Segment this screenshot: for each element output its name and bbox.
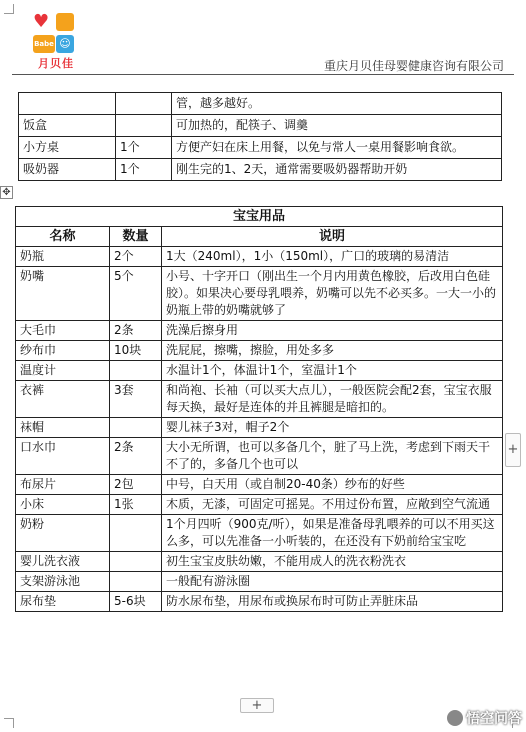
cell-name: 袜帽	[16, 418, 110, 438]
table-row	[16, 361, 503, 381]
cell-desc: 和尚袍、长袖（可以买大点儿），一般医院会配2套，宝宝衣服每天换，最好是连体的并且裤腿是暗扣的。	[162, 381, 503, 418]
cell-qty: 2包	[110, 475, 162, 495]
cell-qty: 1个	[116, 159, 172, 181]
cell-desc: 方便产妇在床上用餐，以免与常人一桌用餐影响食欲。	[172, 137, 502, 159]
cell-qty	[110, 552, 162, 572]
table-row	[16, 438, 503, 475]
cell-desc: 一般配有游泳圈	[162, 572, 503, 592]
heart-icon: ♥	[33, 11, 50, 32]
watermark-icon	[447, 710, 463, 726]
cell-name: 吸奶器	[19, 159, 116, 181]
cell-qty: 2条	[110, 321, 162, 341]
cell-name: 支架游泳池	[16, 572, 110, 592]
table-row	[16, 495, 503, 515]
table-row	[16, 475, 503, 495]
table-row	[16, 321, 503, 341]
table-row	[19, 115, 502, 137]
table-row	[16, 381, 503, 418]
margin-mark	[4, 4, 14, 14]
cell-qty	[110, 418, 162, 438]
table-row	[16, 592, 503, 612]
table-row	[16, 267, 503, 321]
cell-desc: 中号，白天用（或自制20-40条）纱布的好些	[162, 475, 503, 495]
cell-name: 大毛巾	[16, 321, 110, 341]
cell-qty	[110, 515, 162, 552]
cell-qty	[116, 93, 172, 115]
cell-qty: 2条	[110, 438, 162, 475]
cell-qty: 3套	[110, 381, 162, 418]
cell-qty: 1张	[110, 495, 162, 515]
cell-desc: 刚生完的1、2天，通常需要吸奶器帮助开奶	[172, 159, 502, 181]
watermark	[447, 708, 522, 728]
cell-name: 饭盒	[19, 115, 116, 137]
cell-name: 奶瓶	[16, 247, 110, 267]
table-row	[19, 137, 502, 159]
cell-desc: 婴儿袜子3对，帽子2个	[162, 418, 503, 438]
table-row	[16, 572, 503, 592]
logo-brand: 月贝佳	[38, 57, 74, 70]
cell-desc: 可加热的，配筷子、调羹	[172, 115, 502, 137]
cell-desc: 洗屁屁，擦嘴，擦脸，用处多多	[162, 341, 503, 361]
cell-name: 小床	[16, 495, 110, 515]
col-header-desc: 说明	[162, 227, 503, 247]
cell-qty	[110, 572, 162, 592]
company-logo	[30, 10, 82, 68]
add-column-button[interactable]: +	[505, 433, 521, 467]
cell-desc: 木质，无漆，可固定可摇晃。不用过份布置，应敞到空气流通	[162, 495, 503, 515]
house-icon	[56, 13, 74, 31]
table-row	[19, 159, 502, 181]
cell-desc: 洗澡后擦身用	[162, 321, 503, 341]
table-row	[16, 341, 503, 361]
cell-desc: 大小无所谓，也可以多备几个，脏了马上洗，考虑到下雨天干不了的，多备几个也可以	[162, 438, 503, 475]
cell-name: 尿布垫	[16, 592, 110, 612]
col-header-qty: 数量	[110, 227, 162, 247]
cell-qty	[116, 115, 172, 137]
cell-name: 小方桌	[19, 137, 116, 159]
mother-items-table	[18, 92, 502, 181]
cell-desc: 水温计1个，体温计1个，室温计1个	[162, 361, 503, 381]
cell-qty: 2个	[110, 247, 162, 267]
cell-qty: 1个	[116, 137, 172, 159]
cell-desc: 1大（240ml），1小（150ml），广口的玻璃的易清洁	[162, 247, 503, 267]
cell-name: 衣裤	[16, 381, 110, 418]
margin-mark	[4, 718, 14, 728]
cell-desc: 1个月四听（900克/听），如果是准备母乳喂养的可以不用买这么多，可以先准备一小听装的，在还没有下奶前给宝宝吃	[162, 515, 503, 552]
table-row	[19, 93, 502, 115]
cell-name	[19, 93, 116, 115]
add-row-button[interactable]: +	[240, 698, 274, 713]
cell-desc: 初生宝宝皮肤幼嫩，不能用成人的洗衣粉洗衣	[162, 552, 503, 572]
cell-desc: 小号、十字开口（刚出生一个月内用黄色橡胶，后改用白色硅胶）。如果决心要母乳喂养，奶嘴可以先不必买多。一大一小的奶瓶上带的奶嘴就够了	[162, 267, 503, 321]
table-row	[16, 418, 503, 438]
table-row	[16, 515, 503, 552]
cell-name: 婴儿洗衣液	[16, 552, 110, 572]
cell-name: 布尿片	[16, 475, 110, 495]
smile-icon: ☺	[56, 35, 74, 53]
cell-name: 奶粉	[16, 515, 110, 552]
cell-desc: 防水尿布垫，用尿布或换尿布时可防止弄脏床品	[162, 592, 503, 612]
section-title: 宝宝用品	[16, 207, 503, 227]
table-row	[16, 552, 503, 572]
header-divider	[12, 74, 514, 75]
cell-desc: 管，越多越好。	[172, 93, 502, 115]
table-move-handle[interactable]: ✥	[0, 186, 13, 199]
table-row	[16, 247, 503, 267]
cell-name: 口水巾	[16, 438, 110, 475]
cell-name: 奶嘴	[16, 267, 110, 321]
cell-qty: 5-6块	[110, 592, 162, 612]
company-name: 重庆月贝佳母婴健康咨询有限公司	[323, 59, 504, 73]
cell-qty: 5个	[110, 267, 162, 321]
baby-items-table	[15, 206, 503, 612]
cell-name: 纱布巾	[16, 341, 110, 361]
col-header-name: 名称	[16, 227, 110, 247]
cell-name: 温度计	[16, 361, 110, 381]
logo-babe: Babe	[33, 35, 55, 53]
cell-qty: 10块	[110, 341, 162, 361]
watermark-text: 悟空问答	[466, 711, 522, 727]
cell-qty	[110, 361, 162, 381]
